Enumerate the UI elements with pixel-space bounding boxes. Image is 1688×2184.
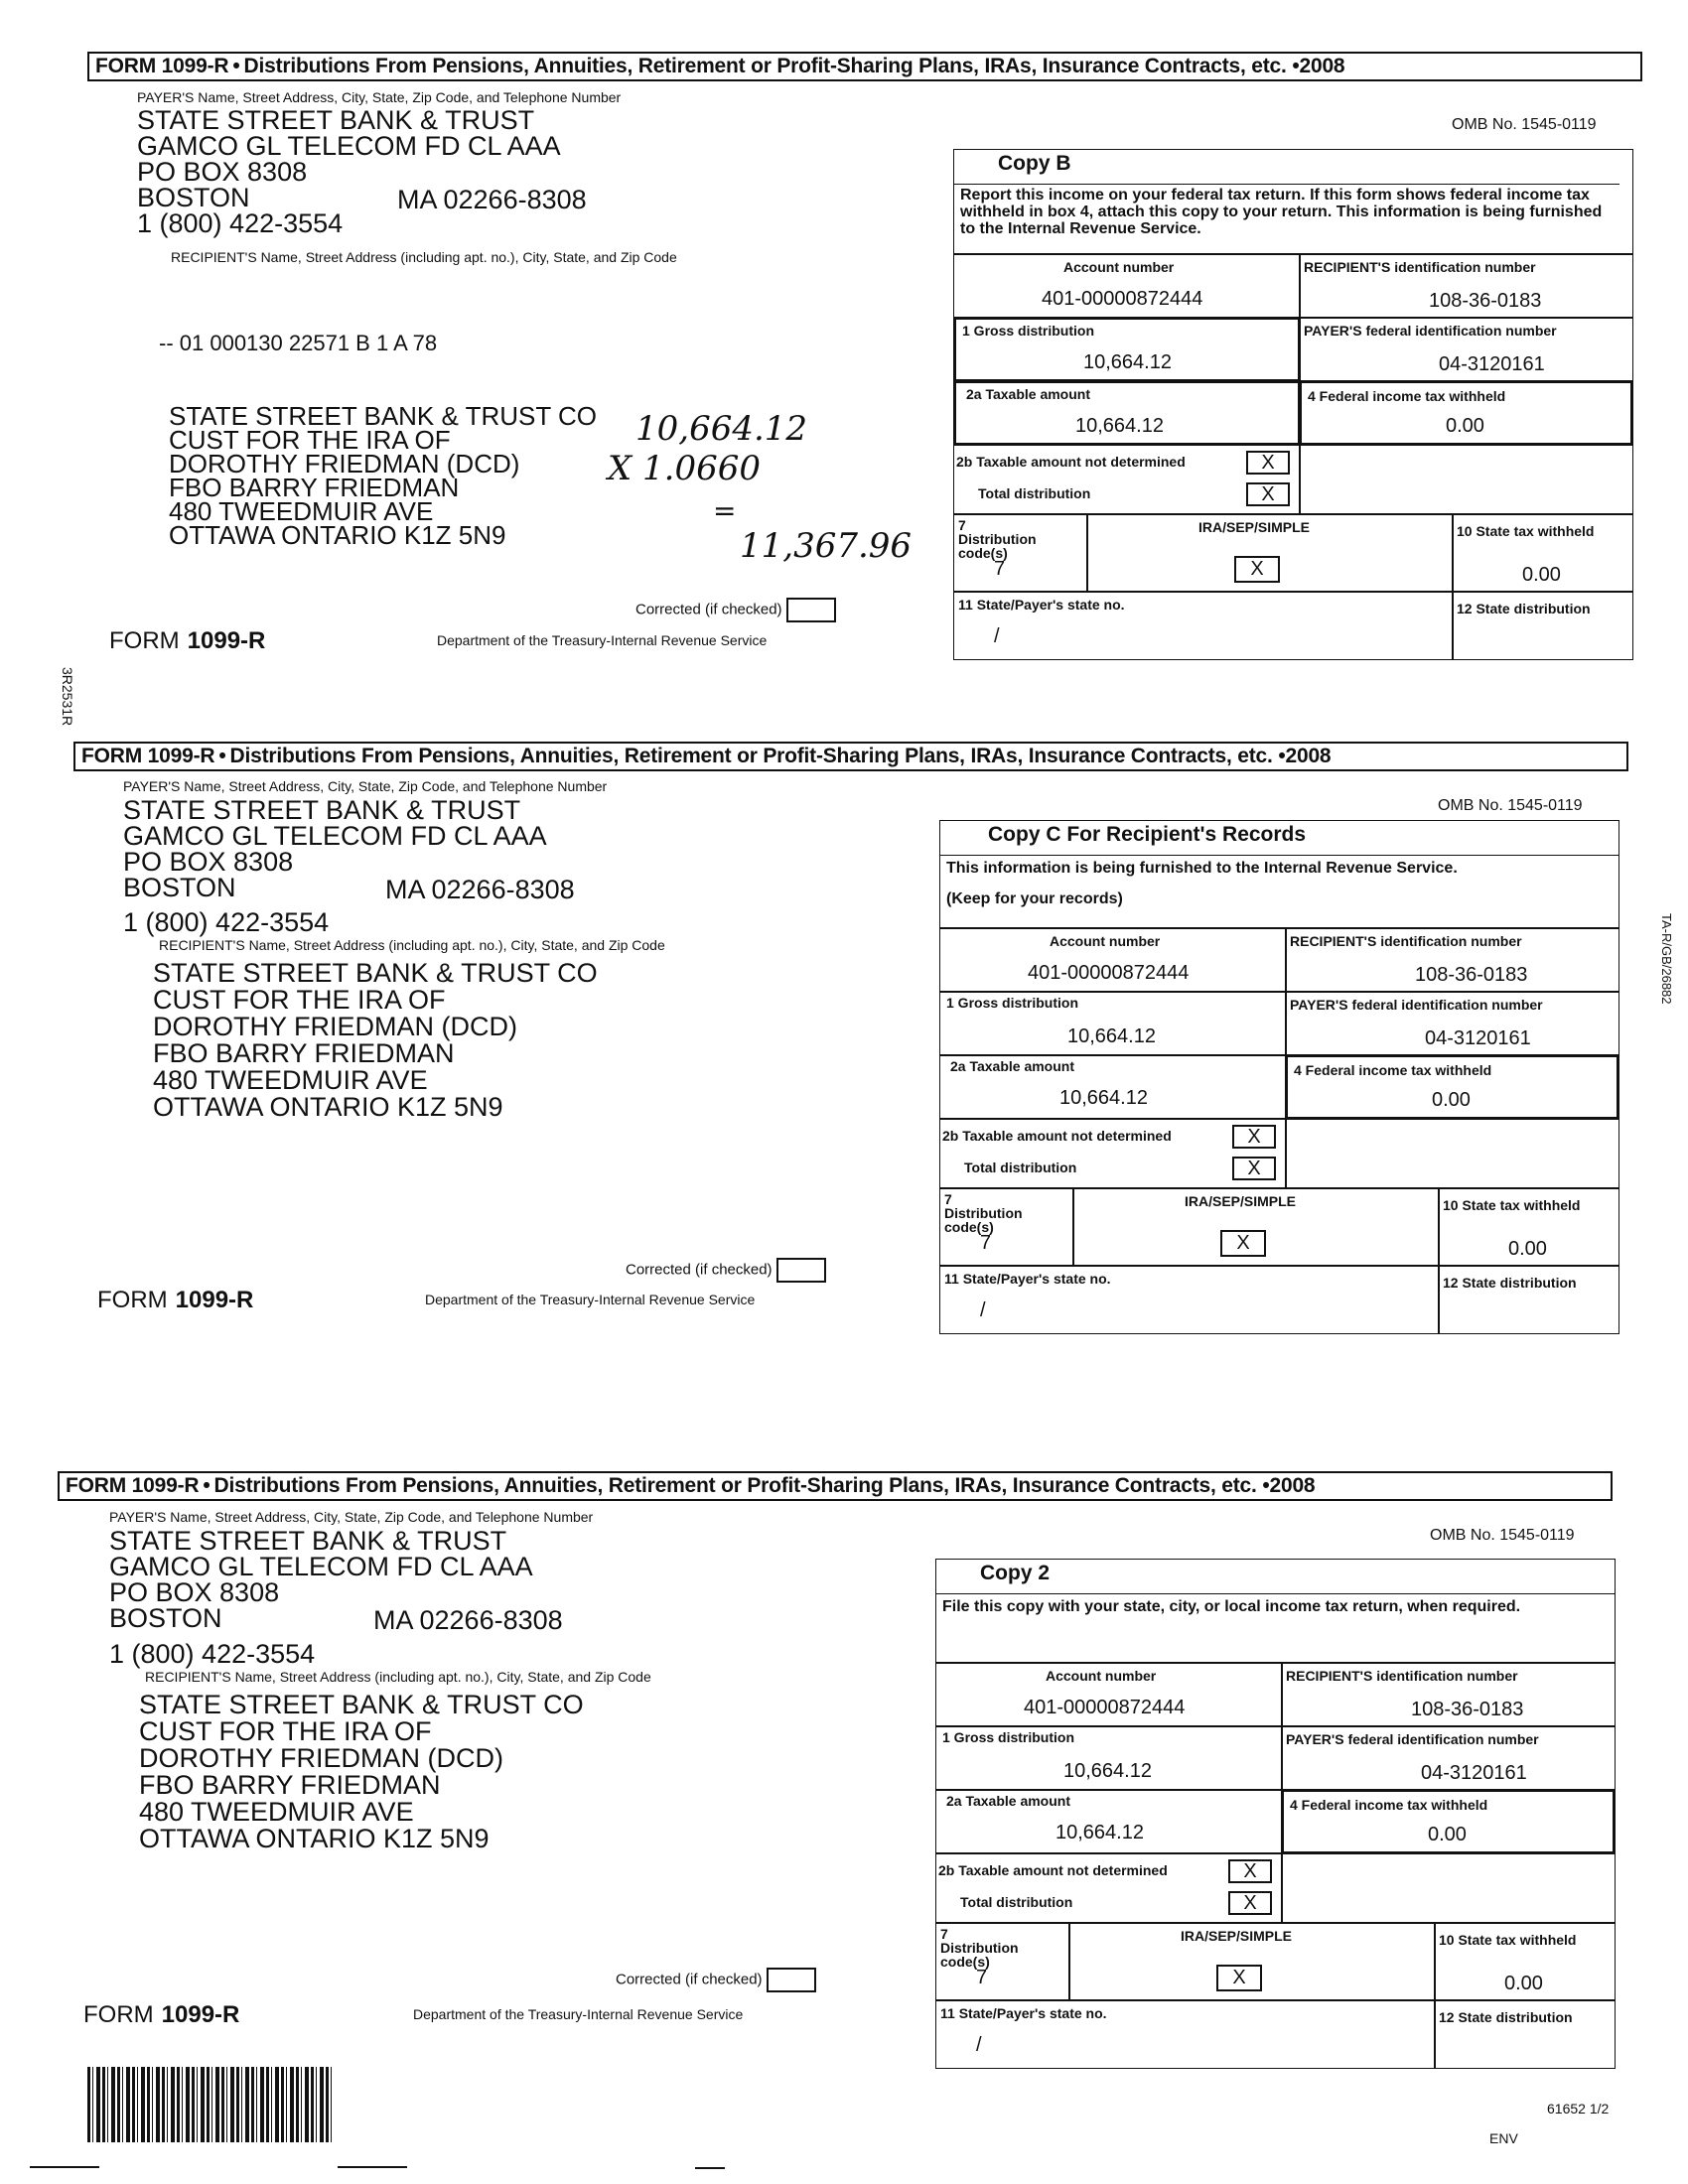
fed-tax-value: 0.00 <box>1432 1089 1471 1111</box>
state-dist-label: 12 State distribution <box>1457 601 1591 616</box>
dist-code-label: 7 Distribution code(s) <box>944 1191 1023 1235</box>
taxable-cell <box>939 1054 1287 1120</box>
banner-title: Distributions From Pensions, Annuities, Retirement or Profit-Sharing Plans, IRAs, Insurance Contracts, etc. <box>229 745 1273 767</box>
recipient-line3: DOROTHY FRIEDMAN (DCD) <box>153 1012 517 1041</box>
recipient-line5: 480 TWEEDMUIR AVE <box>139 1797 414 1827</box>
copy-instructions: File this copy with your state, city, or local income tax return, when required. <box>936 1593 1615 1615</box>
dept-label: Department of the Treasury-Internal Revenue Service <box>437 632 768 648</box>
state-dist-cell <box>1434 1999 1616 2069</box>
taxable-value: 10,664.12 <box>1055 1822 1144 1843</box>
barcode <box>87 2067 334 2142</box>
banner-year: •2008 <box>1278 745 1332 767</box>
account-label: Account number <box>1046 1668 1157 1684</box>
ira-label: IRA/SEP/SIMPLE <box>1185 1193 1297 1209</box>
state-no-value: / <box>976 2034 982 2056</box>
banner-form-label: FORM 1099-R <box>95 55 229 77</box>
fed-tax-value: 0.00 <box>1446 415 1484 437</box>
handwritten-multiplier: X 1.0660 <box>608 449 761 488</box>
ira-checkbox[interactable]: X <box>1234 556 1280 583</box>
not-determined-checkbox[interactable]: X <box>1228 1859 1272 1883</box>
recipient-id-label: RECIPIENT'S identification number <box>1286 1668 1518 1684</box>
dist-code-cell <box>953 513 1088 593</box>
payer-phone: 1 (800) 422-3554 <box>123 907 330 937</box>
state-no-cell <box>953 591 1454 660</box>
payer-id-value: 04-3120161 <box>1425 1027 1531 1049</box>
state-tax-value: 0.00 <box>1504 1973 1543 1994</box>
payer-label: PAYER'S Name, Street Address, City, State, Zip Code, and Telephone Number <box>137 89 622 105</box>
bottom-line-2 <box>338 2166 407 2168</box>
copy-instructions: Report this income on your federal tax return. If this form shows federal income tax withheld in box 4, attach this copy to your return. This information is being furnished to the Internal Revenue Service. <box>954 184 1619 237</box>
recipient-line3: DOROTHY FRIEDMAN (DCD) <box>169 449 520 478</box>
payer-pobox: PO BOX 8308 <box>109 1577 280 1607</box>
payer-id-label: PAYER'S federal identification number <box>1290 997 1543 1013</box>
recipient-line4: FBO BARRY FRIEDMAN <box>153 1038 455 1068</box>
fed-tax-cell <box>1281 1789 1616 1854</box>
state-tax-cell <box>1434 1922 1616 2001</box>
corrected-checkbox[interactable] <box>776 1258 826 1283</box>
taxable-cell <box>935 1789 1283 1854</box>
corrected-label: Corrected (if checked) <box>616 1971 763 1988</box>
bottom-line-1 <box>30 2166 99 2168</box>
gross-value: 10,664.12 <box>1067 1025 1156 1047</box>
payer-pobox: PO BOX 8308 <box>123 847 294 877</box>
gross-label: 1 Gross distribution <box>942 1729 1075 1745</box>
state-no-label: 11 State/Payer's state no. <box>958 597 1125 613</box>
form-id-number: 1099-R <box>175 1287 254 1313</box>
banner-sep: • <box>218 745 226 767</box>
state-dist-cell <box>1438 1265 1619 1334</box>
corrected-field <box>626 1258 826 1283</box>
ira-label: IRA/SEP/SIMPLE <box>1181 1928 1293 1944</box>
gross-value: 10,664.12 <box>1063 1760 1152 1782</box>
payer-id-cell <box>1281 1725 1616 1791</box>
copy-keep-note: (Keep for your records) <box>946 890 1123 907</box>
form-banner <box>87 52 1642 81</box>
recipient-line3: DOROTHY FRIEDMAN (DCD) <box>139 1743 503 1773</box>
total-dist-label: Total distribution <box>960 1894 1073 1910</box>
form-id <box>109 627 265 655</box>
recipient-line1: STATE STREET BANK & TRUST CO <box>139 1690 584 1719</box>
copy-title: Copy 2 <box>980 1562 1051 1584</box>
banner-form-label: FORM 1099-R <box>81 745 215 767</box>
not-determined-label: 2b Taxable amount not determined <box>942 1128 1172 1144</box>
corrected-checkbox[interactable] <box>767 1968 816 1992</box>
not-determined-checkbox[interactable]: X <box>1232 1125 1276 1149</box>
recipient-label: RECIPIENT'S Name, Street Address (including apt. no.), City, State, and Zip Code <box>171 249 677 265</box>
payer-city: BOSTON <box>123 873 236 902</box>
omb-number: OMB No. 1545-0119 <box>1452 116 1597 133</box>
corrected-label: Corrected (if checked) <box>635 601 782 618</box>
payer-state-zip: MA 02266-8308 <box>373 1605 563 1635</box>
not-determined-checkbox[interactable]: X <box>1246 451 1290 475</box>
gross-cell <box>953 317 1301 382</box>
state-tax-cell <box>1438 1187 1619 1267</box>
gross-label: 1 Gross distribution <box>962 323 1095 339</box>
payer-id-cell <box>1299 317 1633 382</box>
state-no-label: 11 State/Payer's state no. <box>944 1271 1111 1287</box>
copy-b-grid <box>953 149 1633 675</box>
blank-cell <box>1299 444 1633 515</box>
doc-number: 61652 1/2 <box>1547 2101 1610 2116</box>
recipient-id-value: 108-36-0183 <box>1429 290 1542 312</box>
state-tax-cell <box>1452 513 1633 593</box>
copy-2-grid <box>935 1559 1616 2085</box>
dist-code-cell <box>939 1187 1074 1267</box>
corrected-field <box>616 1968 816 1992</box>
recipient-line2: CUST FOR THE IRA OF <box>153 985 446 1015</box>
dist-code-cell <box>935 1922 1070 2001</box>
total-dist-checkbox[interactable]: X <box>1232 1157 1276 1180</box>
payer-fund: GAMCO GL TELECOM FD CL AAA <box>137 131 561 161</box>
not-determined-cell <box>935 1852 1283 1924</box>
payer-id-label: PAYER'S federal identification number <box>1286 1731 1539 1747</box>
side-code-right: TA-R/GB/26882 <box>1659 913 1674 1005</box>
form-banner <box>58 1471 1613 1501</box>
total-dist-label: Total distribution <box>964 1160 1077 1175</box>
account-value: 401-00000872444 <box>1042 288 1203 310</box>
state-tax-label: 10 State tax withheld <box>1457 523 1595 539</box>
form-banner <box>73 742 1628 771</box>
not-determined-cell <box>939 1118 1287 1189</box>
corrected-checkbox[interactable] <box>786 598 836 622</box>
payer-id-cell <box>1285 991 1619 1056</box>
ira-cell <box>1068 1922 1436 2001</box>
payer-id-value: 04-3120161 <box>1421 1762 1527 1784</box>
handwritten-equals: = <box>713 494 737 527</box>
not-determined-cell <box>953 444 1301 515</box>
copy-c-grid <box>939 820 1619 1346</box>
state-tax-label: 10 State tax withheld <box>1443 1197 1581 1213</box>
banner-title: Distributions From Pensions, Annuities, Retirement or Profit-Sharing Plans, IRAs, Insurance Contracts, etc. <box>213 1474 1257 1497</box>
account-cell <box>935 1662 1283 1727</box>
form-copy-2 <box>0 1410 1688 2085</box>
ira-cell <box>1072 1187 1440 1267</box>
state-dist-label: 12 State distribution <box>1443 1275 1577 1291</box>
ira-cell <box>1086 513 1454 593</box>
recipient-line6: OTTAWA ONTARIO K1Z 5N9 <box>139 1824 490 1853</box>
not-determined-label: 2b Taxable amount not determined <box>956 454 1186 470</box>
total-dist-label: Total distribution <box>978 485 1091 501</box>
recipient-label: RECIPIENT'S Name, Street Address (including apt. no.), City, State, and Zip Code <box>159 937 665 953</box>
state-tax-value: 0.00 <box>1508 1238 1547 1260</box>
form-id <box>83 2001 239 2029</box>
payer-fund: GAMCO GL TELECOM FD CL AAA <box>123 821 547 851</box>
ira-checkbox[interactable]: X <box>1220 1230 1266 1257</box>
corrected-field <box>635 598 836 622</box>
recipient-id-value: 108-36-0183 <box>1411 1699 1524 1720</box>
omb-number: OMB No. 1545-0119 <box>1430 1527 1575 1544</box>
payer-state-zip: MA 02266-8308 <box>385 875 575 904</box>
bottom-line-3 <box>695 2167 725 2169</box>
banner-year: •2008 <box>1292 55 1345 77</box>
payer-pobox: PO BOX 8308 <box>137 157 308 187</box>
banner-form-label: FORM 1099-R <box>66 1474 200 1497</box>
account-cell <box>939 927 1287 993</box>
recipient-label: RECIPIENT'S Name, Street Address (including apt. no.), City, State, and Zip Code <box>145 1669 651 1685</box>
banner-sep: • <box>232 55 240 77</box>
total-dist-checkbox[interactable]: X <box>1228 1891 1272 1915</box>
env-label: ENV <box>1489 2130 1518 2146</box>
recipient-line6: OTTAWA ONTARIO K1Z 5N9 <box>169 520 506 550</box>
fed-tax-label: 4 Federal income tax withheld <box>1308 388 1506 404</box>
recipient-line1: STATE STREET BANK & TRUST CO <box>169 401 598 431</box>
handwritten-amount: 10,664.12 <box>635 409 808 449</box>
fed-tax-label: 4 Federal income tax withheld <box>1290 1797 1488 1813</box>
banner-sep: • <box>203 1474 211 1497</box>
dist-code-value: 7 <box>994 558 1006 580</box>
copy-title: Copy C For Recipient's Records <box>988 823 1307 846</box>
ira-label: IRA/SEP/SIMPLE <box>1198 519 1311 535</box>
gross-cell <box>935 1725 1283 1791</box>
taxable-label: 2a Taxable amount <box>950 1058 1075 1074</box>
recipient-id-cell <box>1299 253 1633 319</box>
payer-city: BOSTON <box>109 1603 222 1633</box>
total-dist-checkbox[interactable]: X <box>1246 482 1290 506</box>
form-id-number: 1099-R <box>187 627 266 654</box>
copy-instructions: This information is being furnished to the Internal Revenue Service. <box>940 855 1618 877</box>
fed-tax-value: 0.00 <box>1428 1824 1467 1845</box>
state-no-value: / <box>980 1299 986 1321</box>
payer-state-zip: MA 02266-8308 <box>397 185 587 214</box>
dist-code-value: 7 <box>976 1967 988 1988</box>
copy-title: Copy B <box>998 152 1071 175</box>
account-cell <box>953 253 1301 319</box>
state-no-cell <box>939 1265 1440 1334</box>
dist-code-label: 7 Distribution code(s) <box>940 1926 1019 1970</box>
copy-title-cell <box>935 1559 1616 1664</box>
handwritten-result: 11,367.96 <box>740 526 913 566</box>
account-label: Account number <box>1050 933 1161 949</box>
payer-id-value: 04-3120161 <box>1439 353 1545 375</box>
state-no-value: / <box>994 625 1000 647</box>
state-tax-value: 0.00 <box>1522 564 1561 586</box>
banner-title: Distributions From Pensions, Annuities, Retirement or Profit-Sharing Plans, IRAs, Insurance Contracts, etc. <box>243 55 1287 77</box>
not-determined-label: 2b Taxable amount not determined <box>938 1862 1168 1878</box>
form-copy-b <box>0 0 1688 675</box>
payer-name: STATE STREET BANK & TRUST <box>123 795 521 825</box>
recipient-line2: CUST FOR THE IRA OF <box>169 425 451 455</box>
fed-tax-cell <box>1285 1054 1619 1120</box>
payer-city: BOSTON <box>137 183 250 212</box>
taxable-cell <box>953 380 1301 446</box>
state-no-cell <box>935 1999 1436 2069</box>
recipient-id-label: RECIPIENT'S identification number <box>1290 933 1522 949</box>
recipient-id-cell <box>1281 1662 1616 1727</box>
state-dist-cell <box>1452 591 1633 660</box>
dept-label: Department of the Treasury-Internal Revenue Service <box>413 2006 744 2022</box>
payer-phone: 1 (800) 422-3554 <box>109 1639 316 1669</box>
payer-fund: GAMCO GL TELECOM FD CL AAA <box>109 1552 533 1581</box>
blank-cell <box>1285 1118 1619 1189</box>
dist-code-value: 7 <box>980 1232 992 1254</box>
taxable-label: 2a Taxable amount <box>966 386 1091 402</box>
form-id-number: 1099-R <box>161 2001 240 2028</box>
form-id-prefix: FORM <box>83 2001 154 2028</box>
payer-label: PAYER'S Name, Street Address, City, State, Zip Code, and Telephone Number <box>109 1509 594 1525</box>
gross-label: 1 Gross distribution <box>946 995 1079 1011</box>
form-copy-c <box>0 685 1688 1360</box>
dept-label: Department of the Treasury-Internal Revenue Service <box>425 1292 756 1307</box>
omb-number: OMB No. 1545-0119 <box>1438 797 1583 814</box>
recipient-line4: FBO BARRY FRIEDMAN <box>169 473 460 502</box>
payer-name: STATE STREET BANK & TRUST <box>109 1526 507 1556</box>
copy-title-cell <box>939 820 1619 929</box>
recipient-line5: 480 TWEEDMUIR AVE <box>169 496 434 526</box>
fed-tax-cell <box>1299 380 1633 446</box>
taxable-value: 10,664.12 <box>1075 415 1164 437</box>
recipient-line1: STATE STREET BANK & TRUST CO <box>153 958 598 988</box>
form-id-prefix: FORM <box>97 1287 168 1313</box>
taxable-value: 10,664.12 <box>1059 1087 1148 1109</box>
state-tax-label: 10 State tax withheld <box>1439 1932 1577 1948</box>
recipient-line5: 480 TWEEDMUIR AVE <box>153 1065 428 1095</box>
recipient-line6: OTTAWA ONTARIO K1Z 5N9 <box>153 1092 503 1122</box>
form-id <box>97 1287 253 1314</box>
blank-cell <box>1281 1852 1616 1924</box>
recipient-line4: FBO BARRY FRIEDMAN <box>139 1770 441 1800</box>
side-code-left: 3R2531R <box>60 667 75 727</box>
state-no-label: 11 State/Payer's state no. <box>940 2005 1107 2021</box>
account-label: Account number <box>1063 259 1175 275</box>
taxable-label: 2a Taxable amount <box>946 1793 1071 1809</box>
recipient-id-value: 108-36-0183 <box>1415 964 1528 986</box>
banner-year: •2008 <box>1262 1474 1316 1497</box>
payer-id-label: PAYER'S federal identification number <box>1304 323 1557 339</box>
state-dist-label: 12 State distribution <box>1439 2009 1573 2025</box>
dist-code-label: 7 Distribution code(s) <box>958 517 1037 561</box>
fed-tax-label: 4 Federal income tax withheld <box>1294 1062 1492 1078</box>
account-value: 401-00000872444 <box>1024 1697 1186 1718</box>
account-value: 401-00000872444 <box>1028 962 1190 984</box>
recipient-id-label: RECIPIENT'S identification number <box>1304 259 1536 275</box>
form-id-prefix: FORM <box>109 627 180 654</box>
payer-phone: 1 (800) 422-3554 <box>137 208 344 238</box>
recipient-id-cell <box>1285 927 1619 993</box>
corrected-label: Corrected (if checked) <box>626 1261 773 1279</box>
payer-name: STATE STREET BANK & TRUST <box>137 105 535 135</box>
gross-value: 10,664.12 <box>1083 351 1172 373</box>
copy-title-cell <box>953 149 1633 255</box>
recipient-line2: CUST FOR THE IRA OF <box>139 1716 432 1746</box>
ira-checkbox[interactable]: X <box>1216 1965 1262 1991</box>
recipient-mail-code: -- 01 000130 22571 B 1 A 78 <box>159 331 438 355</box>
payer-label: PAYER'S Name, Street Address, City, State, Zip Code, and Telephone Number <box>123 778 608 794</box>
gross-cell <box>939 991 1287 1056</box>
